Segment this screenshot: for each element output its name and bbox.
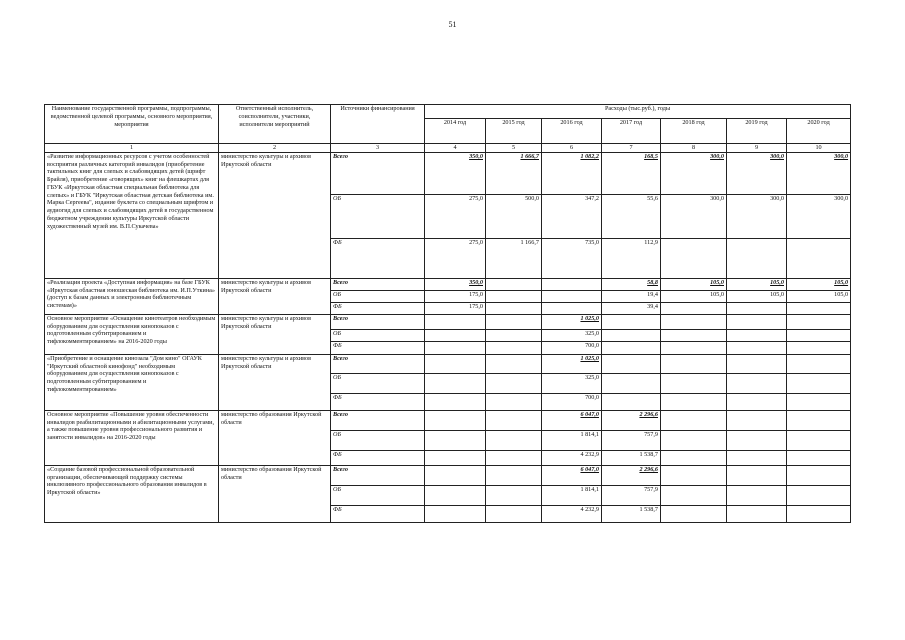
expense-value xyxy=(486,290,542,302)
expense-value: 300,0 xyxy=(787,152,851,194)
expense-value xyxy=(486,450,542,465)
funding-source: ОБ xyxy=(331,373,425,393)
activity-name: «Развитие информационных ресурсов с учетом особенностей восприятия различных категорий инвалидов (приобретение тактильных книг для слепых и слабовидящих детей (шрифт Брайля), приобретение «говорящих» книг на флешкартах для ГБУК «Иркутская областная специальная библиотека для слепых» и ГБУК "Иркутская областная детская библиотека им. Марка Сергеева", издание буклета со специальным шрифтом и аудиогид для слепых и слабовидящих детей в государственном бюджетном учреждении культуры Иркутской области художественный музей им. В.П.Сукачева» xyxy=(45,152,219,278)
expense-value: 1 166,7 xyxy=(486,238,542,278)
funding-source: Всего xyxy=(331,354,425,373)
expense-value xyxy=(425,505,486,522)
expense-value xyxy=(787,410,851,430)
funding-source: ФБ xyxy=(331,238,425,278)
funding-source: ФБ xyxy=(331,302,425,314)
expense-value xyxy=(727,373,787,393)
expense-value xyxy=(787,450,851,465)
expense-value xyxy=(727,410,787,430)
expense-value xyxy=(661,505,727,522)
expense-value: 105,0 xyxy=(661,290,727,302)
column-number: 1 xyxy=(45,144,219,153)
expense-value xyxy=(661,238,727,278)
expense-value: 1 538,7 xyxy=(602,450,661,465)
expense-value xyxy=(661,450,727,465)
expense-value: 1 814,1 xyxy=(542,485,602,505)
expense-value xyxy=(727,393,787,410)
responsible-executor: министерство культуры и архивов Иркутской области xyxy=(219,314,331,354)
expense-value: 700,0 xyxy=(542,341,602,354)
funding-source: ОБ xyxy=(331,430,425,450)
expense-value xyxy=(661,485,727,505)
expense-value xyxy=(425,329,486,341)
year-header: 2014 год xyxy=(425,119,486,144)
column-number: 7 xyxy=(602,144,661,153)
expense-value xyxy=(787,393,851,410)
funding-source: ОБ xyxy=(331,485,425,505)
expense-value xyxy=(727,450,787,465)
activity-name: «Приобретение и оснащение кинозала "Дом кино" ОГАУК "Иркутский областной кинофонд" необходимым оборудованием для осуществления кинопоказов с подготовленным субтитрированием и тифлокомментированием» xyxy=(45,354,219,410)
table-row xyxy=(45,314,851,329)
responsible-executor: министерство культуры и архивов Иркутской области xyxy=(219,278,331,314)
expense-value: 4 232,9 xyxy=(542,450,602,465)
expense-value: 275,0 xyxy=(425,238,486,278)
funding-source: ОБ xyxy=(331,290,425,302)
expense-value xyxy=(425,485,486,505)
expense-value xyxy=(787,430,851,450)
year-header: 2020 год xyxy=(787,119,851,144)
expense-value: 105,0 xyxy=(727,278,787,290)
activity-name: «Реализация проекта «Доступная информация» на базе ГБУК «Иркутская областная юношеская библиотека им. И.П.Уткина» (доступ к базам данных и электронным библиотечным системам)» xyxy=(45,278,219,314)
expense-value xyxy=(425,430,486,450)
year-header: 2018 год xyxy=(661,119,727,144)
expense-value xyxy=(425,410,486,430)
expense-value xyxy=(486,430,542,450)
funding-source: Всего xyxy=(331,278,425,290)
column-number: 4 xyxy=(425,144,486,153)
expense-value: 39,4 xyxy=(602,302,661,314)
expense-value xyxy=(486,505,542,522)
expense-value: 105,0 xyxy=(787,290,851,302)
table-row xyxy=(45,354,851,373)
activity-name: «Создание базовой профессиональной образовательной организации, обеспечивающей поддержку системы инклюзивного профессионального образования инвалидов в Иркутской области» xyxy=(45,465,219,522)
expense-value xyxy=(727,302,787,314)
expense-value xyxy=(727,430,787,450)
table-row xyxy=(45,278,851,290)
expense-value xyxy=(787,329,851,341)
table-row xyxy=(45,152,851,194)
expense-value: 757,9 xyxy=(602,485,661,505)
expense-value: 1 538,7 xyxy=(602,505,661,522)
funding-source: ФБ xyxy=(331,341,425,354)
expense-value xyxy=(486,278,542,290)
expense-value: 300,0 xyxy=(727,194,787,238)
year-header: 2015 год xyxy=(486,119,542,144)
expense-value xyxy=(425,393,486,410)
expense-value xyxy=(787,238,851,278)
year-header: 2017 год xyxy=(602,119,661,144)
funding-source: Всего xyxy=(331,152,425,194)
expense-value xyxy=(727,314,787,329)
expense-value xyxy=(486,314,542,329)
funding-source: Всего xyxy=(331,410,425,430)
activity-name: Основное мероприятие «Повышение уровня обеспеченности инвалидов реабилитационными и абилитационными услугами, а также повышение уровня профессионального развития и занятости инвалидов» на 2016-2020 годы xyxy=(45,410,219,465)
column-number: 8 xyxy=(661,144,727,153)
expense-value xyxy=(602,314,661,329)
funding-source: ФБ xyxy=(331,450,425,465)
expense-value xyxy=(787,373,851,393)
expense-value xyxy=(661,341,727,354)
expense-value: 168,5 xyxy=(602,152,661,194)
expense-value: 700,0 xyxy=(542,393,602,410)
expense-value: 300,0 xyxy=(661,194,727,238)
expense-value xyxy=(602,341,661,354)
expenses-table xyxy=(44,104,851,523)
expense-value xyxy=(602,329,661,341)
funding-source: ОБ xyxy=(331,194,425,238)
year-header: 2019 год xyxy=(727,119,787,144)
expense-value xyxy=(787,314,851,329)
expense-value xyxy=(542,302,602,314)
table-row xyxy=(45,410,851,430)
funding-source: ФБ xyxy=(331,393,425,410)
expense-value xyxy=(661,430,727,450)
expense-value: 1 025,0 xyxy=(542,354,602,373)
expense-value xyxy=(727,465,787,485)
year-header: 2016 год xyxy=(542,119,602,144)
expense-value: 735,0 xyxy=(542,238,602,278)
expense-value xyxy=(486,410,542,430)
funding-source: Всего xyxy=(331,314,425,329)
funding-source: ОБ xyxy=(331,329,425,341)
expense-value: 112,9 xyxy=(602,238,661,278)
expense-value: 275,0 xyxy=(425,194,486,238)
expense-value xyxy=(661,393,727,410)
expense-value: 2 296,6 xyxy=(602,465,661,485)
column-number: 3 xyxy=(331,144,425,153)
expense-value: 1 082,2 xyxy=(542,152,602,194)
table-row xyxy=(45,465,851,485)
funding-source: ФБ xyxy=(331,505,425,522)
responsible-executor: министерство образования Иркутской области xyxy=(219,410,331,465)
expense-value: 4 232,9 xyxy=(542,505,602,522)
expense-value xyxy=(661,354,727,373)
expense-value: 1 814,1 xyxy=(542,430,602,450)
expense-value xyxy=(542,290,602,302)
expense-value: 350,0 xyxy=(425,152,486,194)
header-name: Наименование государственной программы, подпрограммы, ведомственной целевой программы, основного мероприятия, мероприятия xyxy=(45,105,219,144)
expense-value xyxy=(486,341,542,354)
expense-value xyxy=(486,465,542,485)
expense-value xyxy=(661,314,727,329)
expense-value xyxy=(542,278,602,290)
expense-value xyxy=(661,465,727,485)
expense-value xyxy=(661,373,727,393)
expense-value xyxy=(425,450,486,465)
expense-value xyxy=(787,505,851,522)
expense-value: 2 296,6 xyxy=(602,410,661,430)
expense-value xyxy=(727,341,787,354)
expense-value: 175,0 xyxy=(425,302,486,314)
expense-value xyxy=(727,354,787,373)
column-number: 6 xyxy=(542,144,602,153)
column-number: 5 xyxy=(486,144,542,153)
expense-value xyxy=(486,329,542,341)
expense-value xyxy=(425,373,486,393)
column-number: 9 xyxy=(727,144,787,153)
header-responsible: Ответственный исполнитель, соисполнители, участники, исполнители мероприятий xyxy=(219,105,331,144)
expense-value xyxy=(661,302,727,314)
expense-value xyxy=(425,314,486,329)
expense-value xyxy=(661,410,727,430)
expense-value xyxy=(727,485,787,505)
expense-value: 1 025,0 xyxy=(542,314,602,329)
expense-value: 300,0 xyxy=(661,152,727,194)
header-source: Источники финансирования xyxy=(331,105,425,144)
expense-value xyxy=(425,354,486,373)
page-number: 51 xyxy=(448,20,457,29)
column-number: 2 xyxy=(219,144,331,153)
expense-value: 58,8 xyxy=(602,278,661,290)
responsible-executor: министерство культуры и архивов Иркутской области xyxy=(219,152,331,278)
expense-value xyxy=(787,341,851,354)
expense-value: 300,0 xyxy=(787,194,851,238)
column-number: 10 xyxy=(787,144,851,153)
expense-value xyxy=(787,354,851,373)
expense-value: 325,0 xyxy=(542,373,602,393)
expense-value: 6 047,0 xyxy=(542,465,602,485)
expense-value: 500,0 xyxy=(486,194,542,238)
expense-value xyxy=(661,329,727,341)
expense-value: 175,0 xyxy=(425,290,486,302)
expense-value xyxy=(727,505,787,522)
expense-value xyxy=(425,465,486,485)
expense-value xyxy=(425,341,486,354)
expense-value: 105,0 xyxy=(787,278,851,290)
expense-value xyxy=(486,485,542,505)
expense-value xyxy=(486,354,542,373)
responsible-executor: министерство культуры и архивов Иркутской области xyxy=(219,354,331,410)
funding-source: Всего xyxy=(331,465,425,485)
expense-value: 757,9 xyxy=(602,430,661,450)
expense-value: 300,0 xyxy=(727,152,787,194)
expense-value xyxy=(727,329,787,341)
expense-value: 347,2 xyxy=(542,194,602,238)
expense-value xyxy=(787,302,851,314)
expense-value xyxy=(787,485,851,505)
expense-value xyxy=(486,302,542,314)
expense-value xyxy=(727,238,787,278)
expense-value: 55,6 xyxy=(602,194,661,238)
expense-value xyxy=(602,373,661,393)
expense-value xyxy=(787,465,851,485)
responsible-executor: министерство образования Иркутской области xyxy=(219,465,331,522)
expense-value: 6 047,0 xyxy=(542,410,602,430)
expense-value xyxy=(486,393,542,410)
expense-value: 350,0 xyxy=(425,278,486,290)
header-expenses: Расходы (тыс.руб.), годы xyxy=(425,105,851,119)
expense-value xyxy=(486,373,542,393)
expense-value xyxy=(602,393,661,410)
expense-value: 19,4 xyxy=(602,290,661,302)
expense-value: 105,0 xyxy=(661,278,727,290)
expense-value: 325,0 xyxy=(542,329,602,341)
activity-name: Основное мероприятие «Оснащение кинотеатров необходимым оборудованием для осуществления кинопоказов с подготовленным субтитрированием и тифлокомментированием» на 2016-2020 годы xyxy=(45,314,219,354)
expense-value xyxy=(602,354,661,373)
expense-value: 105,0 xyxy=(727,290,787,302)
expense-value: 1 666,7 xyxy=(486,152,542,194)
